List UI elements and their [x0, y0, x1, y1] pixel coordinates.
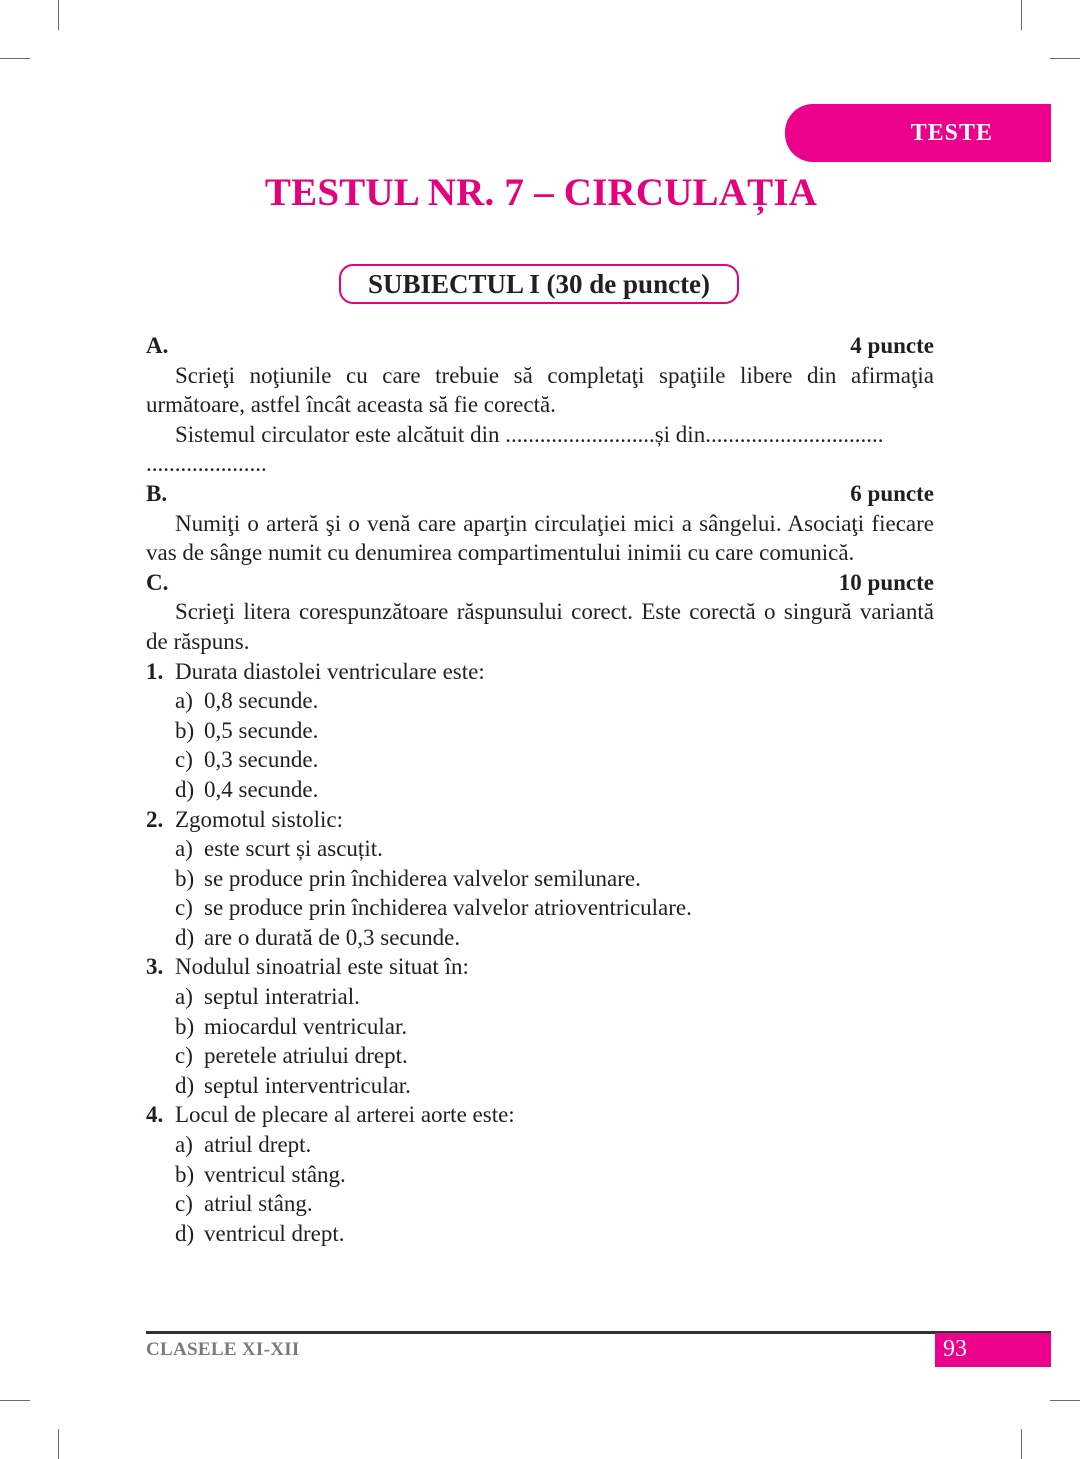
subject-label: SUBIECTUL I (30 de puncte): [367, 268, 711, 299]
option-letter: a): [175, 1132, 193, 1158]
option-text: 0,5 secunde.: [204, 717, 319, 743]
answer-option: [146, 716, 934, 746]
question-number: 4.: [146, 1102, 164, 1128]
option-text: ventricul drept.: [204, 1220, 345, 1246]
option-letter: a): [175, 836, 193, 862]
question-text: Durata diastolei ventriculare este:: [175, 658, 485, 684]
section-a-statement-cont: .....................: [146, 451, 267, 477]
option-text: 0,8 secunde.: [204, 688, 319, 714]
section-b-letter: B.: [146, 480, 168, 506]
answer-option: [146, 864, 934, 894]
footer-rule: [146, 1331, 1051, 1334]
question-1: [146, 657, 934, 687]
question-3: [146, 952, 934, 982]
page-title: [0, 170, 1080, 215]
question-text: Zgomotul sistolic:: [175, 806, 344, 832]
question-number: 1.: [146, 658, 164, 684]
option-letter: c): [175, 1043, 193, 1069]
option-letter: a): [175, 688, 193, 714]
section-a-letter: A.: [146, 333, 169, 358]
option-text: este scurt și ascuțit.: [204, 836, 383, 862]
section-a-header: [146, 331, 934, 361]
option-letter: c): [175, 1191, 193, 1217]
crop-mark: [1050, 58, 1080, 59]
answer-option: [146, 893, 934, 923]
option-letter: c): [175, 747, 193, 773]
question-number: 3.: [146, 954, 164, 980]
question-2: [146, 805, 934, 835]
option-letter: b): [175, 1013, 195, 1039]
option-letter: b): [175, 865, 195, 891]
option-letter: d): [175, 924, 195, 950]
crop-mark: [0, 58, 30, 59]
subject-box: [339, 264, 739, 304]
page-number-box: [935, 1333, 1051, 1367]
question-text: Locul de plecare al arterei aorte este:: [175, 1102, 515, 1128]
option-text: miocardul ventricular.: [204, 1013, 408, 1039]
option-letter: d): [175, 1220, 195, 1246]
crop-mark: [58, 1429, 59, 1459]
section-a-instruction: Scrieţi noţiunile cu care trebuie să completaţi spaţiile libere din afirmaţia următoare, astfel încât aceasta să fie corectă.: [146, 362, 934, 418]
section-c-header: [146, 568, 934, 598]
crop-mark: [58, 0, 59, 30]
answer-option: [146, 923, 934, 953]
option-text: se produce prin închiderea valvelor atrioventriculare.: [204, 895, 692, 921]
option-letter: b): [175, 1161, 195, 1187]
answer-option: [146, 1160, 934, 1190]
option-letter: d): [175, 776, 195, 802]
crop-mark: [1021, 0, 1022, 30]
answer-option: [146, 686, 934, 716]
question-text: Nodulul sinoatrial este situat în:: [175, 954, 469, 980]
section-c-letter: C.: [146, 569, 169, 595]
answer-option: [146, 1130, 934, 1160]
section-a-statement: Sistemul circulator este alcătuit din ..........................și din...............................: [175, 421, 884, 447]
option-text: 0,3 secunde.: [204, 747, 319, 773]
option-letter: a): [175, 984, 193, 1010]
answer-option: [146, 745, 934, 775]
answer-option: [146, 982, 934, 1012]
footer-grade-label: CLASELE XI-XII: [146, 1339, 300, 1360]
option-letter: b): [175, 717, 195, 743]
option-text: 0,4 secunde.: [204, 776, 319, 802]
option-text: se produce prin închiderea valvelor semilunare.: [204, 865, 641, 891]
section-c-instruction: Scrieţi litera corespunzătoare răspunsului corect. Este corectă o singură variantă de răspuns.: [146, 599, 934, 654]
section-b-instruction: Numiţi o arteră şi o venă care aparţin circulaţiei mici a sângelui. Asociaţi fiecare vas de sânge numit cu denumirea compartimentului inimii cu care comunică.: [146, 510, 934, 566]
option-text: septul interventricular.: [204, 1072, 411, 1098]
option-letter: c): [175, 895, 193, 921]
answer-option: [146, 775, 934, 805]
answer-option: [146, 834, 934, 864]
option-text: septul interatrial.: [204, 984, 360, 1010]
section-b-points: 6 puncte: [850, 480, 934, 506]
answer-option: [146, 1189, 934, 1219]
section-b-header: [146, 479, 934, 509]
page-number: 93: [943, 1336, 967, 1362]
answer-option: [146, 1041, 934, 1071]
option-text: atriul drept.: [204, 1132, 312, 1158]
answer-option: [146, 1071, 934, 1101]
section-c-points: 10 puncte: [838, 569, 934, 595]
crop-mark: [1021, 1429, 1022, 1459]
question-4: [146, 1100, 934, 1130]
answer-option: [146, 1012, 934, 1042]
option-text: atriul stâng.: [204, 1191, 313, 1217]
question-number: 2.: [146, 806, 164, 832]
page-title-text: TESTUL NR. 7 – CIRCULAȚIA: [264, 171, 818, 214]
section-tab-label: TESTE: [910, 119, 993, 146]
option-text: ventricul stâng.: [204, 1161, 346, 1187]
answer-option: [146, 1219, 934, 1249]
section-a-points: 4 puncte: [850, 333, 934, 358]
crop-mark: [0, 1400, 30, 1401]
test-content: [146, 331, 934, 1248]
crop-mark: [1050, 1400, 1080, 1401]
option-letter: d): [175, 1072, 195, 1098]
option-text: are o durată de 0,3 secunde.: [204, 924, 461, 950]
section-tab: [785, 104, 1051, 162]
option-text: peretele atriului drept.: [204, 1043, 408, 1069]
